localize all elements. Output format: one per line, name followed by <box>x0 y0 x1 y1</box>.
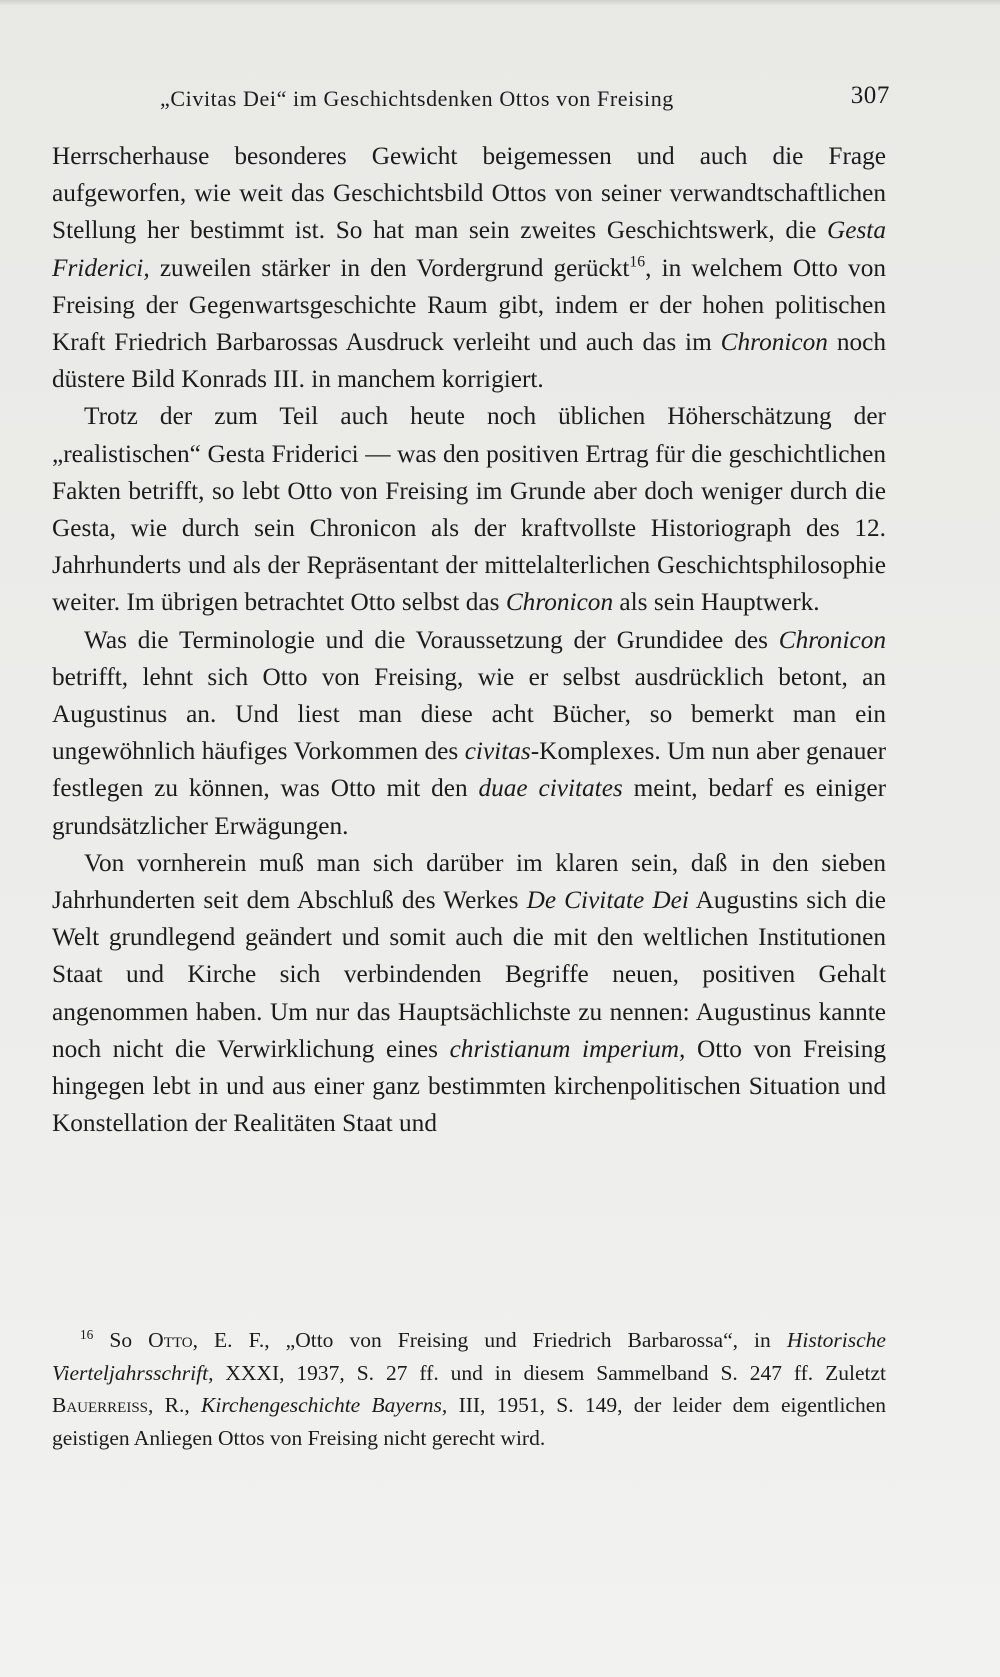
text-run: meint, bedarf es einiger grundsätzlicher Erwägungen. <box>52 774 886 840</box>
text-run: Otto von Freising hingegen lebt in und aus einer ganz bestimmten kirchenpolitischen Situation und Konstellation der Realitäten Staat und <box>52 1034 886 1138</box>
body-text <box>52 138 886 1142</box>
footnote-marker: 16 <box>80 1326 94 1342</box>
author-name: Bauerreiss <box>52 1393 149 1417</box>
text-run: , E. F., „Otto von Freising und Friedrich Barbarossa“, in <box>192 1328 787 1352</box>
text-run: als sein Hauptwerk. <box>613 588 820 617</box>
italic-text: civitas <box>464 737 531 766</box>
page-number: 307 <box>850 82 890 109</box>
text-run: betrifft, lehnt sich Otto von Freising, wie er selbst ausdrücklich betont, an Augustinus an. Und liest man diese acht Bücher, so bemerkt man ein ungewöhnlich häufiges Vorkommen des <box>52 662 886 766</box>
text-run: Was die Terminologie und die Voraussetzung der Grundidee des <box>84 625 779 654</box>
italic-text: duae civitates <box>478 774 623 803</box>
italic-text: Chronicon <box>720 328 828 357</box>
italic-text: De Civitate Dei <box>526 886 689 915</box>
text-run: , R., <box>148 1393 202 1417</box>
text-run: noch düstere Bild Konrads III. in manchem korrigiert. <box>52 328 886 394</box>
footnote-marker: 16 <box>629 253 646 271</box>
paragraph <box>52 398 886 621</box>
author-name: Otto <box>148 1328 193 1352</box>
paragraph <box>52 138 886 398</box>
italic-text: christianum imperium, <box>449 1034 686 1063</box>
text-run: Augustins sich die Welt grundlegend geändert und somit auch die mit den weltlichen Institutionen Staat und Kirche sich verbindenden Begriffe neuen, positiven Gehalt angenommen haben. Um nur das Hauptsächlichste zu nennen: Augustinus kannte noch nicht die Verwirklichung eines <box>52 886 887 1063</box>
paragraph <box>52 622 886 845</box>
footnotes <box>52 1324 886 1454</box>
page-header <box>160 80 890 120</box>
text-run: So <box>93 1328 149 1352</box>
italic-text: Gesta Friderici, <box>52 216 886 282</box>
text-run: Herrscherhause besonderes Gewicht beigemessen und auch die Frage aufgeworfen, wie weit das Geschichtsbild Ottos von seiner verwandtschaftlichen Stellung her bestimmt ist. So hat man sein zweites Geschichtswerk, die <box>52 142 886 245</box>
scan-edge-shadow <box>0 0 1000 6</box>
italic-text: Chronicon <box>505 588 614 617</box>
italic-text: Chronicon <box>778 625 886 654</box>
text-run: , in welchem Otto von Freising der Gegenwartsgeschichte Raum gibt, indem er der hohen politischen Kraft Friedrich Barbarossas Ausdruck verleiht und auch das im <box>52 253 886 357</box>
running-title: „Civitas Dei“ im Geschichtsdenken Ottos von Freising <box>160 86 674 111</box>
text-run: Trotz der zum Teil auch heute noch üblichen Höherschätzung der „realistischen“ Gesta Friderici — was den positiven Ertrag für die geschichtlichen Fakten betrifft, so lebt Otto von Freising im Grunde aber doch weniger durch die Gesta, wie durch sein Chronicon als der kraftvollste Historiograph des 12. Jahrhunderts und als der Repräsentant der mittelalterlichen Geschichtsphilosophie weiter. Im übrigen betrachtet Otto selbst das <box>52 402 886 617</box>
text-run: XXXI, 1937, S. 27 ff. und in diesem Sammelband S. 247 ff. Zuletzt <box>213 1360 886 1385</box>
text-run: III, 1951, S. 149, der leider dem eigentlichen geistigen Anliegen Ottos von Freising nicht gerecht wird. <box>52 1393 887 1450</box>
footnote <box>52 1324 886 1454</box>
text-run: -Komplexes. Um nun aber genauer festlegen zu können, was Otto mit den <box>52 737 886 803</box>
paragraph <box>52 845 886 1143</box>
text-run: Von vornherein muß man sich darüber im klaren sein, daß in den sieben Jahrhunderten seit dem Abschluß des Werkes <box>52 848 886 915</box>
italic-text: Kirchengeschichte Bayerns, <box>201 1393 448 1417</box>
text-run: zuweilen stärker in den Vordergrund gerückt <box>149 253 630 282</box>
italic-text: Historische Vierteljahrsschrift, <box>52 1328 886 1385</box>
